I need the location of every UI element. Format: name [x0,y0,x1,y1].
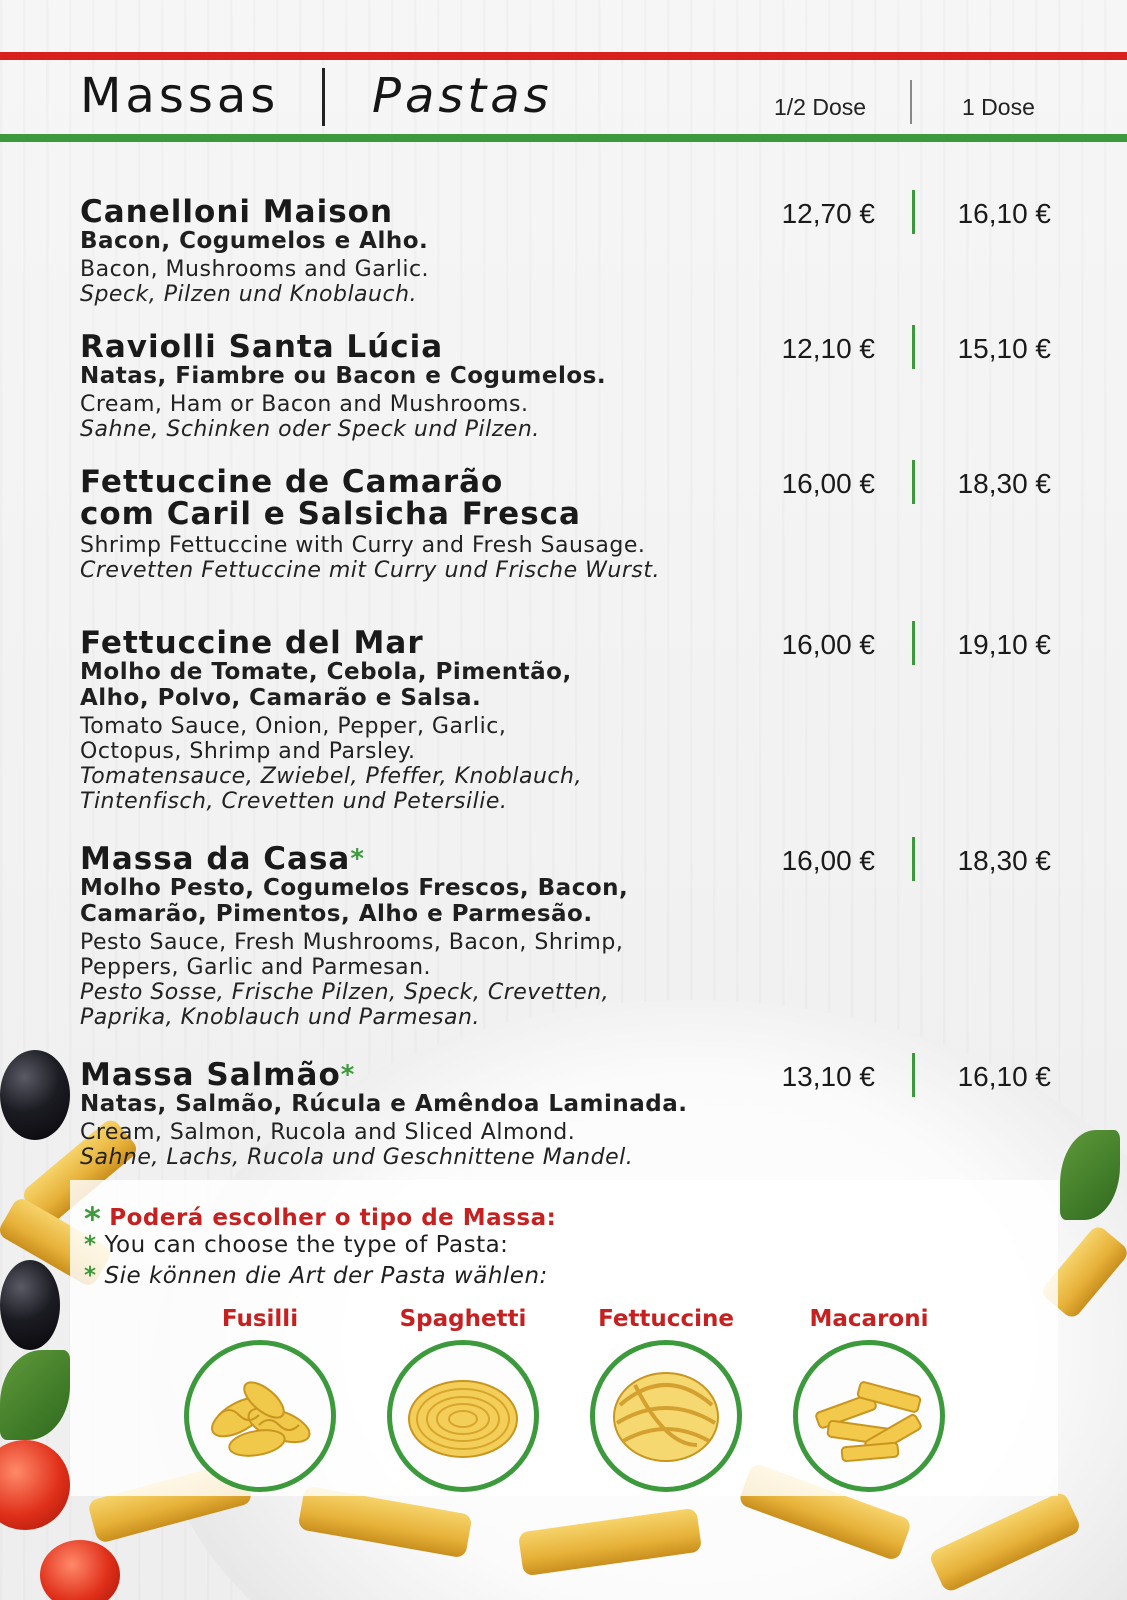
fusilli-icon [184,1340,336,1492]
item-name: Raviolli Santa Lúcia [80,329,444,365]
item-desc-de: Pesto Sosse, Frische Pilzen, Speck, Crevetten, Paprika, Knoblauch und Parmesan. [80,980,610,1030]
price-divider [912,1053,915,1097]
price-half-dose: 13,10 € [781,1061,875,1092]
price-half-dose: 12,10 € [781,333,875,364]
asterisk-icon: * [84,1263,97,1289]
item-desc-en: Bacon, Mushrooms and Garlic. [80,257,430,282]
item-desc-en: Shrimp Fettuccine with Curry and Fresh Sausage. [80,533,646,558]
column-header-full-dose: 1 Dose [962,94,1035,120]
note-de-text: Sie können die Art der Pasta wählen: [104,1263,548,1289]
pasta-type-spaghetti [373,1306,553,1492]
olive-decoration [0,1260,60,1350]
item-desc-pt: Natas, Fiambre ou Bacon e Cogumelos. [80,363,607,389]
item-name: Fettuccine del Mar [80,625,424,661]
item-desc-en: Cream, Salmon, Rucola and Sliced Almond. [80,1120,576,1145]
price-half-dose: 16,00 € [781,468,875,499]
item-desc-de: Speck, Pilzen und Knoblauch. [80,282,418,307]
note-pt-text: Poderá escolher o tipo de Massa: [109,1205,557,1231]
item-name-row [80,843,1080,875]
item-desc-pt: Bacon, Cogumelos e Alho. [80,228,429,254]
price-full-dose: 18,30 € [957,468,1051,499]
item-name-row [80,1059,1080,1091]
item-desc-en: Cream, Ham or Bacon and Mushrooms. [80,392,529,417]
price-full-dose: 15,10 € [957,333,1051,364]
tomato-decoration [0,1440,70,1530]
page-title-pt: Massas [80,68,280,124]
menu-item [80,466,1080,583]
header-red-stripe [0,52,1127,60]
pasta-type-label: Macaroni [809,1306,929,1332]
column-header-half-dose: 1/2 Dose [774,94,867,120]
starred-marker: * [350,844,365,874]
pasta-type-fusilli [170,1306,350,1492]
item-name: Massa da Casa [80,841,351,877]
spaghetti-icon [387,1340,539,1492]
price-divider [912,621,915,665]
item-desc-pt: Natas, Salmão, Rúcula e Amêndoa Laminada. [80,1091,688,1117]
item-name: Canelloni Maison [80,194,394,230]
price-full-dose: 16,10 € [957,198,1051,229]
note-en [84,1232,508,1258]
title-divider [322,68,325,126]
price-half-dose: 16,00 € [781,629,875,660]
price-full-dose: 18,30 € [957,845,1051,876]
item-desc-pt: Molho Pesto, Cogumelos Frescos, Bacon, Camarão, Pimentos, Alho e Parmesão. [80,875,629,927]
menu-item [80,843,1080,1030]
pasta-type-label: Fettuccine [598,1306,734,1332]
price-divider [912,325,915,369]
menu-item [80,196,1080,307]
price-half-dose: 16,00 € [781,845,875,876]
price-full-dose: 19,10 € [957,629,1051,660]
basil-decoration [0,1350,70,1440]
item-name: Massa Salmão [80,1057,341,1093]
price-divider [912,460,915,504]
asterisk-icon: * [84,1200,102,1238]
pasta-type-macaroni [779,1306,959,1492]
note-de [84,1263,548,1289]
item-name: Fettuccine de Camarão com Caril e Salsicha Fresca [80,464,581,532]
pasta-type-label: Spaghetti [399,1306,527,1332]
olive-decoration [0,1050,70,1140]
asterisk-icon: * [84,1232,97,1258]
price-half-dose: 12,70 € [781,198,875,229]
menu-item [80,627,1080,814]
pasta-type-label: Fusilli [221,1306,299,1332]
menu-item [80,1059,1080,1170]
menu-header [0,60,1127,134]
item-desc-en: Pesto Sauce, Fresh Mushrooms, Bacon, Shrimp, Peppers, Garlic and Parmesan. [80,930,624,980]
header-green-stripe [0,134,1127,142]
pasta-type-fettuccine [576,1306,756,1492]
tomato-decoration [40,1540,120,1600]
page-title-en: Pastas [372,68,553,124]
price-divider [912,190,915,234]
item-desc-de: Tomatensauce, Zwiebel, Pfeffer, Knoblauch, Tintenfisch, Crevetten und Petersilie. [80,764,582,814]
price-full-dose: 16,10 € [957,1061,1051,1092]
item-desc-de: Sahne, Lachs, Rucola und Geschnittene Mandel. [80,1145,634,1170]
starred-marker: * [340,1060,356,1090]
note-en-text: You can choose the type of Pasta: [104,1232,509,1258]
column-header-divider [910,80,912,124]
fettuccine-icon [590,1340,742,1492]
item-desc-de: Sahne, Schinken oder Speck und Pilzen. [80,417,540,442]
macaroni-icon [793,1340,945,1492]
item-desc-pt: Molho de Tomate, Cebola, Pimentão, Alho, Polvo, Camarão e Salsa. [80,659,572,711]
price-divider [912,837,915,881]
item-desc-en: Tomato Sauce, Onion, Pepper, Garlic, Octopus, Shrimp and Parsley. [80,714,507,764]
item-desc-de: Crevetten Fettuccine mit Curry und Frische Wurst. [80,558,660,583]
menu-item [80,331,1080,442]
